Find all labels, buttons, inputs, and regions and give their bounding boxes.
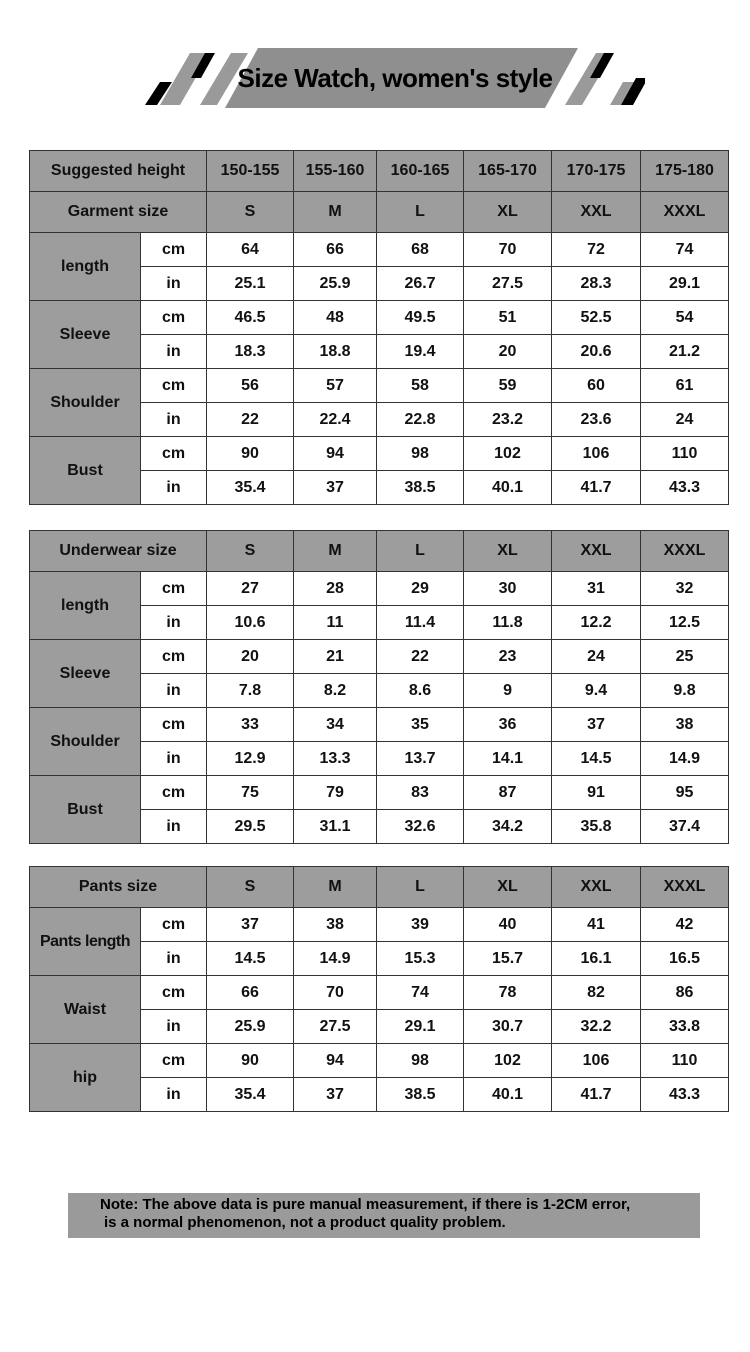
size-column-header: S (207, 867, 294, 908)
value-cell: 74 (641, 233, 729, 267)
measurement-note (68, 1193, 700, 1238)
title-banner (145, 48, 645, 108)
value-cell: 25.9 (294, 267, 377, 301)
value-cell: 22.4 (294, 403, 377, 437)
value-cell: 57 (294, 369, 377, 403)
measurement-name: Pants length (30, 908, 141, 976)
size-column-header: XXXL (641, 192, 729, 233)
value-cell: 43.3 (641, 471, 729, 505)
size-header-row (30, 531, 729, 572)
value-cell: 37 (294, 471, 377, 505)
measurement-row (30, 572, 729, 606)
value-cell: 24 (641, 403, 729, 437)
unit-label: cm (141, 437, 207, 471)
value-cell: 110 (641, 437, 729, 471)
unit-label: in (141, 471, 207, 505)
size-column-header: XXL (552, 867, 641, 908)
value-cell: 48 (294, 301, 377, 335)
height-range-cell: 160-165 (377, 151, 464, 192)
unit-label: cm (141, 908, 207, 942)
value-cell: 13.3 (294, 742, 377, 776)
value-cell: 37 (552, 708, 641, 742)
value-cell: 83 (377, 776, 464, 810)
value-cell: 20.6 (552, 335, 641, 369)
value-cell: 102 (464, 437, 552, 471)
unit-label: in (141, 335, 207, 369)
value-cell: 46.5 (207, 301, 294, 335)
unit-label: in (141, 810, 207, 844)
value-cell: 9 (464, 674, 552, 708)
value-cell: 25.1 (207, 267, 294, 301)
value-cell: 29.1 (377, 1010, 464, 1044)
unit-label: cm (141, 776, 207, 810)
size-column-header: S (207, 192, 294, 233)
value-cell: 28.3 (552, 267, 641, 301)
size-column-header: M (294, 867, 377, 908)
unit-label: cm (141, 1044, 207, 1078)
measurement-row (30, 976, 729, 1010)
value-cell: 90 (207, 1044, 294, 1078)
value-cell: 33 (207, 708, 294, 742)
height-range-cell: 155-160 (294, 151, 377, 192)
size-column-header: L (377, 867, 464, 908)
value-cell: 42 (641, 908, 729, 942)
value-cell: 38.5 (377, 1078, 464, 1112)
value-cell: 30 (464, 572, 552, 606)
note-line-1: Note: The above data is pure manual measurement, if there is 1-2CM error, (100, 1196, 631, 1213)
value-cell: 21 (294, 640, 377, 674)
value-cell: 29 (377, 572, 464, 606)
value-cell: 40.1 (464, 471, 552, 505)
value-cell: 32.6 (377, 810, 464, 844)
value-cell: 33.8 (641, 1010, 729, 1044)
height-range-cell: 150-155 (207, 151, 294, 192)
value-cell: 56 (207, 369, 294, 403)
value-cell: 15.7 (464, 942, 552, 976)
value-cell: 14.5 (552, 742, 641, 776)
value-cell: 14.9 (294, 942, 377, 976)
value-cell: 38 (294, 908, 377, 942)
value-cell: 18.8 (294, 335, 377, 369)
value-cell: 34 (294, 708, 377, 742)
size-column-header: S (207, 531, 294, 572)
value-cell: 40 (464, 908, 552, 942)
value-cell: 41 (552, 908, 641, 942)
unit-label: in (141, 1010, 207, 1044)
unit-label: in (141, 1078, 207, 1112)
unit-label: in (141, 403, 207, 437)
height-range-cell: 165-170 (464, 151, 552, 192)
size-column-header: M (294, 192, 377, 233)
value-cell: 15.3 (377, 942, 464, 976)
value-cell: 11.4 (377, 606, 464, 640)
size-header-label: Garment size (30, 192, 207, 233)
value-cell: 9.8 (641, 674, 729, 708)
value-cell: 79 (294, 776, 377, 810)
size-column-header: XL (464, 531, 552, 572)
value-cell: 23 (464, 640, 552, 674)
value-cell: 25.9 (207, 1010, 294, 1044)
value-cell: 41.7 (552, 471, 641, 505)
value-cell: 66 (294, 233, 377, 267)
value-cell: 8.6 (377, 674, 464, 708)
unit-label: in (141, 267, 207, 301)
value-cell: 37 (207, 908, 294, 942)
value-cell: 58 (377, 369, 464, 403)
suggested-height-label: Suggested height (30, 151, 207, 192)
measurement-row (30, 233, 729, 267)
value-cell: 31.1 (294, 810, 377, 844)
measurement-row (30, 708, 729, 742)
value-cell: 25 (641, 640, 729, 674)
height-range-cell: 170-175 (552, 151, 641, 192)
value-cell: 24 (552, 640, 641, 674)
measurement-row (30, 640, 729, 674)
value-cell: 70 (294, 976, 377, 1010)
value-cell: 52.5 (552, 301, 641, 335)
value-cell: 74 (377, 976, 464, 1010)
value-cell: 38 (641, 708, 729, 742)
value-cell: 29.5 (207, 810, 294, 844)
value-cell: 40.1 (464, 1078, 552, 1112)
measurement-name: Sleeve (30, 301, 141, 369)
underwear-size-table (29, 530, 729, 844)
value-cell: 20 (464, 335, 552, 369)
measurement-name: length (30, 572, 141, 640)
value-cell: 70 (464, 233, 552, 267)
value-cell: 12.2 (552, 606, 641, 640)
value-cell: 27 (207, 572, 294, 606)
value-cell: 32.2 (552, 1010, 641, 1044)
value-cell: 68 (377, 233, 464, 267)
measurement-row (30, 437, 729, 471)
value-cell: 82 (552, 976, 641, 1010)
value-cell: 23.2 (464, 403, 552, 437)
value-cell: 86 (641, 976, 729, 1010)
value-cell: 16.5 (641, 942, 729, 976)
value-cell: 14.9 (641, 742, 729, 776)
measurement-name: hip (30, 1044, 141, 1112)
note-line-2: is a normal phenomenon, not a product quality problem. (104, 1214, 506, 1231)
value-cell: 8.2 (294, 674, 377, 708)
measurement-row (30, 908, 729, 942)
page-title: Size Watch, women's style (237, 63, 553, 93)
value-cell: 64 (207, 233, 294, 267)
value-cell: 91 (552, 776, 641, 810)
value-cell: 13.7 (377, 742, 464, 776)
value-cell: 28 (294, 572, 377, 606)
value-cell: 60 (552, 369, 641, 403)
value-cell: 27.5 (294, 1010, 377, 1044)
size-column-header: L (377, 531, 464, 572)
size-header-label: Underwear size (30, 531, 207, 572)
size-column-header: L (377, 192, 464, 233)
value-cell: 87 (464, 776, 552, 810)
value-cell: 41.7 (552, 1078, 641, 1112)
size-header-label: Pants size (30, 867, 207, 908)
unit-label: in (141, 674, 207, 708)
value-cell: 37.4 (641, 810, 729, 844)
measurement-name: Shoulder (30, 708, 141, 776)
value-cell: 30.7 (464, 1010, 552, 1044)
garment-size-table (29, 150, 729, 505)
value-cell: 35.4 (207, 471, 294, 505)
value-cell: 95 (641, 776, 729, 810)
size-column-header: XXXL (641, 531, 729, 572)
value-cell: 110 (641, 1044, 729, 1078)
value-cell: 22.8 (377, 403, 464, 437)
value-cell: 9.4 (552, 674, 641, 708)
measurement-name: Shoulder (30, 369, 141, 437)
size-column-header: XXXL (641, 867, 729, 908)
unit-label: cm (141, 572, 207, 606)
size-header-row (30, 867, 729, 908)
value-cell: 11.8 (464, 606, 552, 640)
value-cell: 37 (294, 1078, 377, 1112)
measurement-name: Bust (30, 776, 141, 844)
value-cell: 23.6 (552, 403, 641, 437)
value-cell: 72 (552, 233, 641, 267)
value-cell: 18.3 (207, 335, 294, 369)
value-cell: 11 (294, 606, 377, 640)
size-column-header: XL (464, 867, 552, 908)
value-cell: 38.5 (377, 471, 464, 505)
measurement-row (30, 1044, 729, 1078)
pants-size-table (29, 866, 729, 1112)
value-cell: 75 (207, 776, 294, 810)
measurement-row (30, 369, 729, 403)
value-cell: 90 (207, 437, 294, 471)
value-cell: 27.5 (464, 267, 552, 301)
size-column-header: XXL (552, 531, 641, 572)
size-header-row (30, 192, 729, 233)
value-cell: 14.5 (207, 942, 294, 976)
value-cell: 26.7 (377, 267, 464, 301)
value-cell: 59 (464, 369, 552, 403)
measurement-name: Bust (30, 437, 141, 505)
value-cell: 35.8 (552, 810, 641, 844)
height-range-cell: 175-180 (641, 151, 729, 192)
value-cell: 54 (641, 301, 729, 335)
value-cell: 22 (377, 640, 464, 674)
unit-label: in (141, 606, 207, 640)
measurement-row (30, 776, 729, 810)
value-cell: 51 (464, 301, 552, 335)
size-column-header: M (294, 531, 377, 572)
size-column-header: XXL (552, 192, 641, 233)
value-cell: 36 (464, 708, 552, 742)
unit-label: cm (141, 301, 207, 335)
measurement-name: Waist (30, 976, 141, 1044)
value-cell: 39 (377, 908, 464, 942)
value-cell: 98 (377, 437, 464, 471)
value-cell: 21.2 (641, 335, 729, 369)
value-cell: 12.9 (207, 742, 294, 776)
value-cell: 35 (377, 708, 464, 742)
value-cell: 106 (552, 1044, 641, 1078)
unit-label: in (141, 942, 207, 976)
value-cell: 7.8 (207, 674, 294, 708)
value-cell: 32 (641, 572, 729, 606)
unit-label: cm (141, 976, 207, 1010)
value-cell: 10.6 (207, 606, 294, 640)
value-cell: 31 (552, 572, 641, 606)
value-cell: 35.4 (207, 1078, 294, 1112)
unit-label: in (141, 742, 207, 776)
value-cell: 49.5 (377, 301, 464, 335)
value-cell: 14.1 (464, 742, 552, 776)
measurement-name: length (30, 233, 141, 301)
unit-label: cm (141, 640, 207, 674)
value-cell: 102 (464, 1044, 552, 1078)
value-cell: 19.4 (377, 335, 464, 369)
value-cell: 12.5 (641, 606, 729, 640)
value-cell: 22 (207, 403, 294, 437)
value-cell: 43.3 (641, 1078, 729, 1112)
value-cell: 66 (207, 976, 294, 1010)
value-cell: 34.2 (464, 810, 552, 844)
value-cell: 78 (464, 976, 552, 1010)
unit-label: cm (141, 708, 207, 742)
measurement-row (30, 301, 729, 335)
value-cell: 20 (207, 640, 294, 674)
value-cell: 106 (552, 437, 641, 471)
value-cell: 98 (377, 1044, 464, 1078)
value-cell: 16.1 (552, 942, 641, 976)
unit-label: cm (141, 369, 207, 403)
value-cell: 94 (294, 437, 377, 471)
suggested-height-row (30, 151, 729, 192)
value-cell: 94 (294, 1044, 377, 1078)
value-cell: 61 (641, 369, 729, 403)
value-cell: 29.1 (641, 267, 729, 301)
measurement-name: Sleeve (30, 640, 141, 708)
size-column-header: XL (464, 192, 552, 233)
unit-label: cm (141, 233, 207, 267)
